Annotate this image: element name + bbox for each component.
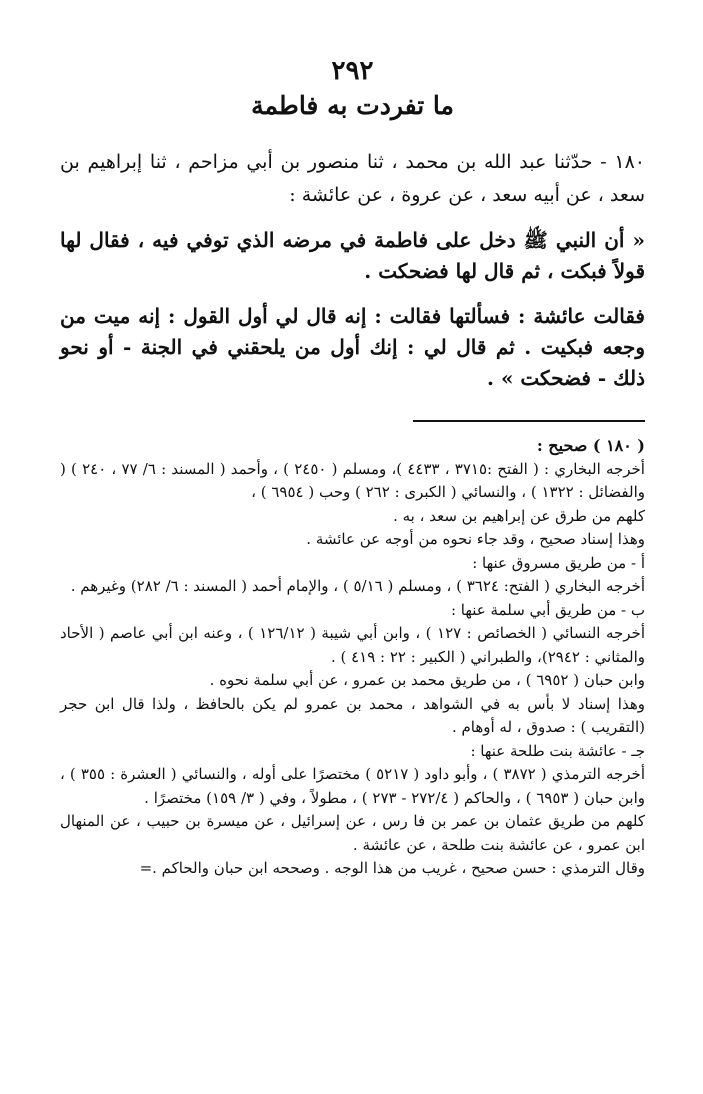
chapter-title: ما تفردت به فاطمة [251, 91, 454, 120]
footnote-line: أخرجه الترمذي ( ٣٨٧٢ ) ، وأبو داود ( ٥٢١٧ ) مختصرًا على أوله ، والنسائي ( العشرة : ٣٥٥ ) ، وابن حبان ( ٦٩٥٣ ) ، والحاكم ( ٢٧٢/٤ - ٢٧٣ ) ، مطولاً ، وفي ( ٣/ ١٥٩) مختصرًا . [60, 765, 645, 807]
footnote-line: وابن حبان ( ٦٩٥٢ ) ، من طريق محمد بن عمرو ، عن أبي سلمة نحوه . [209, 671, 645, 689]
footnote-heading: ( ١٨٠ ) صحيح : [536, 436, 645, 455]
footnote-line: وهذا إسناد لا بأس به في الشواهد ، محمد بن عمرو لم يكن بالحافظ ، ولذا قال ابن حجر (التقريب ) : صدوق ، له أوهام . [60, 694, 645, 736]
footnote-line: وهذا إسناد صحيح ، وقد جاء نحوه من أوجه عن عائشة . [306, 530, 645, 548]
footnote-line: ب - من طريق أبي سلمة عنها : [450, 600, 645, 619]
footnote-line: أخرجه النسائي ( الخصائص : ١٢٧ ) ، وابن أبي شيبة ( ١٢٦/١٢ ) ، وعنه ابن أبي عاصم ( الأحاد والمثاني : ٢٩٤٢)، والطبراني ( الكبير : ٢٢ : ٤١٩ ) . [60, 624, 645, 666]
footnote-divider [413, 420, 645, 422]
footnote-line: جـ - عائشة بنت طلحة عنها : [470, 741, 645, 760]
hadith-matn-continued: فقالت عائشة : فسألتها فقالت : إنه قال لي أول القول : إنه ميت من وجعه فبكيت . ثم قال لي : إنك أول من يلحقني في الجنة - أو نحو ذلك - فضحكت » . [60, 304, 645, 390]
footnote-line: كلهم من طريق عثمان بن عمر بن فا رس ، عن إسرائيل ، عن ميسرة بن حبيب ، عن المنهال ابن عمرو ، عن عائشة بنت طلحة ، عن عائشة . [60, 812, 645, 854]
footnote-line: أخرجه البخاري : ( الفتح :٣٧١٥ ، ٤٤٣٣ )، ومسلم ( ٢٤٥٠ ) ، وأحمد ( المسند : ٦/ ٧٧ ، ٢٤٠ ) ( والفضائل : ١٣٢٢ ) ، والنسائي ( الكبرى : ٢٦٢ ) وحب ( ٦٩٥٤ ) ، [60, 459, 645, 501]
hadith-matn: « أن النبي ﷺ دخل على فاطمة في مرضه الذي توفي فيه ، فقال لها قولاً فبكت ، ثم قال لها فضحكت . [60, 228, 645, 283]
footnote-line: كلهم من طرق عن إبراهيم بن سعد ، به . [393, 506, 645, 525]
footnote-line: أخرجه البخاري ( الفتح: ٣٦٢٤ ) ، ومسلم ( ٥/١٦ ) ، والإمام أحمد ( المسند : ٦/ ٢٨٢) وغيرهم . [70, 577, 645, 595]
footnote-line: وقال الترمذي : حسن صحيح ، غريب من هذا الوجه . وصححه ابن حبان والحاكم .= [139, 859, 645, 877]
footnote-line: أ - من طريق مسروق عنها : [472, 553, 645, 572]
page-number: ٢٩٢ [331, 56, 374, 86]
hadith-isnad: ١٨٠ - حدّثنا عبد الله بن محمد ، ثنا منصور بن أبي مزاحم ، ثنا إبراهيم بن سعد ، عن أبيه سعد ، عن عروة ، عن عائشة : [60, 151, 645, 206]
footnotes [60, 434, 645, 881]
